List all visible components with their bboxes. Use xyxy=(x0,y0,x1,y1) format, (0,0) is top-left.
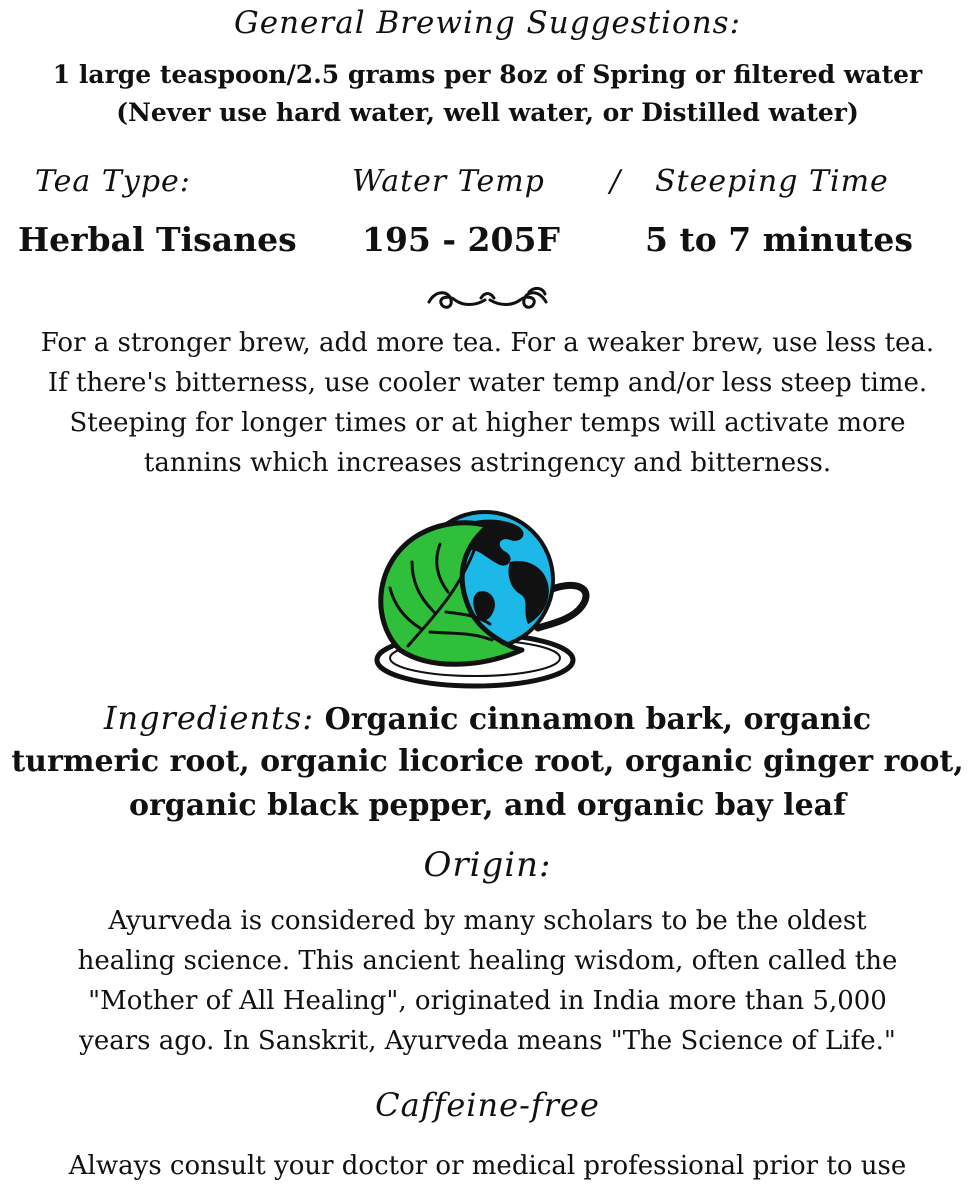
table-cell-steeping-time: 5 to 7 minutes xyxy=(645,220,913,259)
tip-line-3: Steeping for longer times or at higher temps will activate more xyxy=(69,408,906,438)
ingredients-line-1 xyxy=(0,696,975,742)
tip-line-1: For a stronger brew, add more tea. For a weaker brew, use less tea. xyxy=(40,328,935,358)
table-cell-tea-type: Herbal Tisanes xyxy=(18,220,297,259)
origin-line-2: healing science. This ancient healing wisdom, often called the xyxy=(77,946,898,976)
globe-leaf-teacup-logo xyxy=(360,500,610,690)
origin-line-4: years ago. In Sanskrit, Ayurveda means "The Science of Life." xyxy=(79,1026,896,1056)
origin-title: Origin: xyxy=(423,845,552,885)
tip-line-2: If there's bitterness, use cooler water temp and/or less steep time. xyxy=(47,368,928,398)
table-header-separator: / xyxy=(610,164,622,199)
ingredients-text-1: Organic cinnamon bark, organic xyxy=(324,702,872,737)
ingredients-label: Ingredients: xyxy=(103,699,315,737)
tip-line-4: tannins which increases astringency and bitterness. xyxy=(143,448,832,478)
ingredients-line-2: turmeric root, organic licorice root, organic ginger root, xyxy=(11,744,964,779)
origin-line-1: Ayurveda is considered by many scholars to be the oldest xyxy=(108,906,867,936)
caffeine-free-label: Caffeine-free xyxy=(375,1086,600,1124)
table-header-steeping-time: Steeping Time xyxy=(655,164,889,199)
table-cell-water-temp: 195 - 205F xyxy=(362,220,560,259)
table-header-tea-type: Tea Type: xyxy=(35,164,191,199)
flourish-divider-icon xyxy=(425,284,550,316)
brewing-title: General Brewing Suggestions: xyxy=(233,5,742,41)
origin-line-3: "Mother of All Healing", originated in India more than 5,000 xyxy=(88,986,887,1016)
brewing-measure-line: 1 large teaspoon/2.5 grams per 8oz of Spring or filtered water xyxy=(52,60,923,89)
table-header-water-temp: Water Temp xyxy=(352,164,545,199)
disclaimer-line: Always consult your doctor or medical professional prior to use xyxy=(68,1151,907,1181)
brewing-water-warning: (Never use hard water, well water, or Distilled water) xyxy=(116,98,859,127)
ingredients-line-3: organic black pepper, and organic bay leaf xyxy=(128,788,846,823)
